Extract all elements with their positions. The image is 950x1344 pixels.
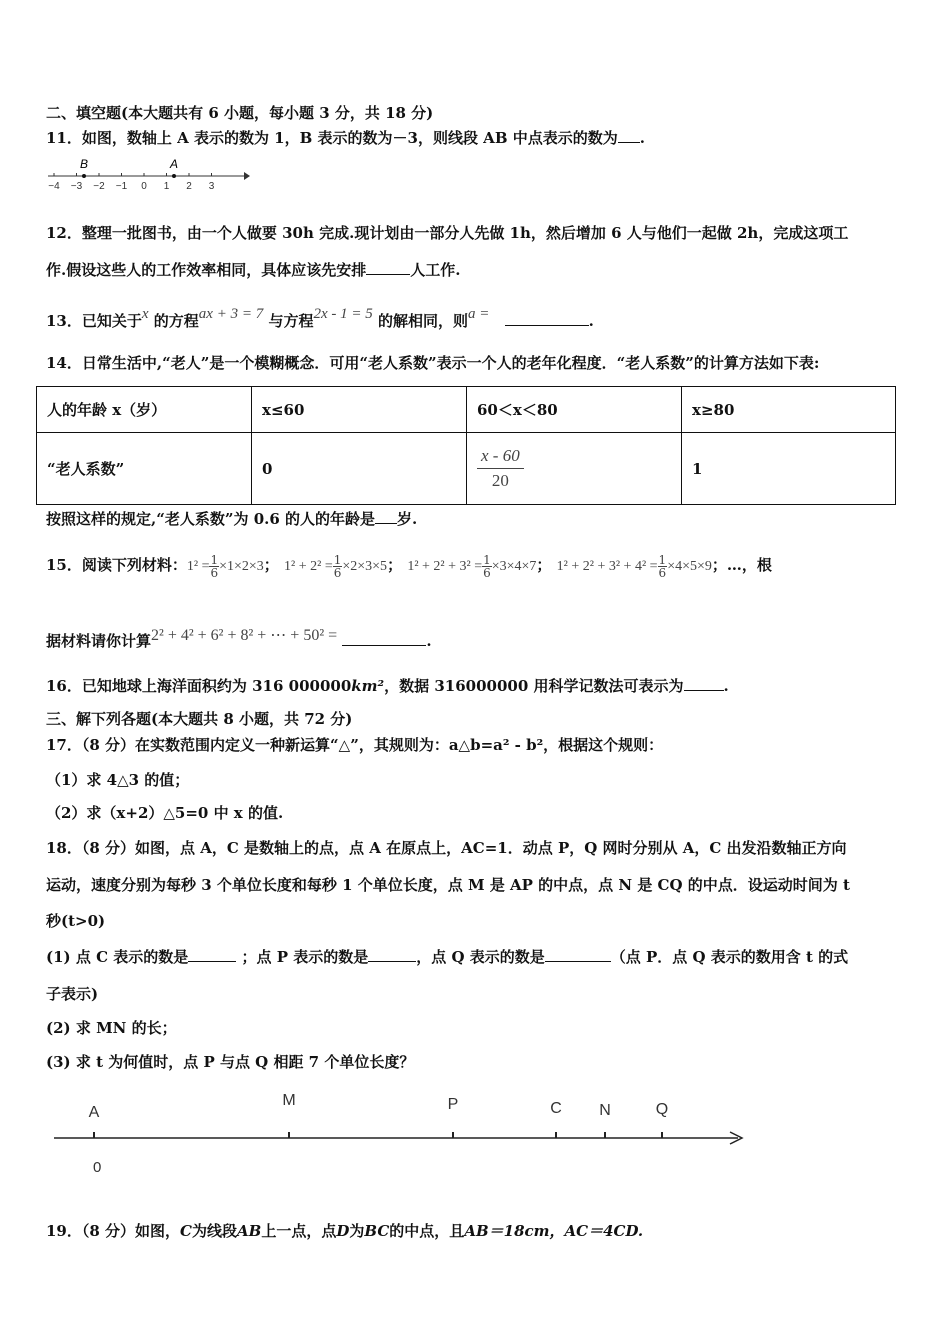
axis-arrow — [244, 172, 250, 180]
table-cell: 60＜x＜80 — [467, 387, 682, 433]
q15-end: . — [426, 632, 432, 650]
q11-blank — [618, 128, 640, 143]
section2-title: 二、填空题(本大题共有 6 小题，每小题 3 分，共 18 分) — [46, 104, 434, 122]
q15-formula-3: 1² + 2² + 3² = — [407, 559, 483, 574]
question-18-line2: 运动，速度分别为每秒 3 个单位长度和每秒 1 个单位长度，点 M 是 AP 的中点，点 N 是 CQ 的中点．设运动时间为 t — [46, 876, 850, 894]
q15-blank — [342, 631, 426, 646]
q15-rhs-1: ×1×2×3 — [219, 559, 264, 574]
fraction-denominator: 20 — [491, 471, 509, 490]
point-b — [82, 174, 86, 178]
q13-var-x: x — [141, 306, 149, 322]
table-cell: “老人系数” — [37, 433, 252, 505]
q19-c: C — [180, 1222, 192, 1240]
q13-eq2: 2x - 1 = 5 — [313, 306, 373, 322]
tick-label: 3 — [208, 181, 215, 192]
q11-text: 11．如图，数轴上 A 表示的数为 1，B 表示的数为－3，则线段 AB 中点表示的数为 — [46, 129, 618, 147]
origin-label: 0 — [93, 1159, 102, 1176]
q13-p3: 与方程 — [268, 312, 314, 330]
point-label-q: Q — [655, 1101, 669, 1118]
section3-title: 三、解下列各题(本大题共 8 小题，共 72 分) — [46, 710, 353, 728]
question-18-sub1: (1) 点 C 表示的数是 ；点 P 表示的数是 ，点 Q 表示的数是 （点 P．点 Q 表示的数用含 t 的式 — [46, 948, 849, 966]
q15-formula-2: 1² + 2² = — [284, 559, 333, 574]
q11-number-line — [44, 156, 254, 196]
q13-p4: 的解相同，则 — [377, 312, 468, 330]
q13-end: . — [588, 312, 594, 330]
question-11 — [46, 128, 645, 148]
q18-blank-p — [368, 947, 416, 962]
q13-p2: 的方程 — [153, 312, 199, 330]
q14-blank — [375, 509, 397, 524]
q13-eq1: ax + 3 = 7 — [198, 306, 264, 322]
q16-p2: ，数据 316000000 用科学记数法可表示为 — [384, 677, 684, 695]
point-label-c: C — [550, 1100, 562, 1117]
table-cell: x≤60 — [252, 387, 467, 433]
label-b: B — [80, 157, 89, 171]
table-row — [37, 433, 896, 505]
q18-blank-q — [545, 947, 611, 962]
point-label-n: N — [599, 1102, 611, 1119]
tick-label: 1 — [163, 181, 170, 192]
q16-unit: km² — [351, 677, 385, 695]
table-cell: 1 — [682, 433, 896, 505]
tick-label: −3 — [70, 181, 83, 192]
coefficient-fraction — [477, 446, 524, 491]
q14-after-b: 岁. — [397, 510, 418, 528]
point-a — [172, 174, 176, 178]
q13-var-a: a = — [467, 306, 490, 322]
frac-one-sixth: $\frac{1}{6}$ — [210, 552, 219, 580]
question-14-after — [46, 509, 417, 529]
frac-one-sixth: $\frac{1}{6}$ — [658, 552, 667, 580]
question-19: 19．（8 分）如图，C为线段AB上一点，点D为BC的中点，且AB＝18cm，AC＝4CD. — [46, 1222, 644, 1240]
q15-rhs-3: ×3×4×7 — [491, 559, 537, 574]
point-label-a: A — [88, 1104, 100, 1121]
fraction-numerator: x - 60 — [477, 446, 524, 469]
question-16 — [46, 676, 729, 696]
tick-label: 2 — [186, 181, 192, 192]
question-15-line2 — [46, 622, 432, 655]
question-12-line2 — [46, 260, 460, 280]
q12-line2b: 人工作. — [410, 261, 461, 279]
frac-one-sixth: $\frac{1}{6}$ — [483, 552, 491, 580]
question-18-sub2: (2) 求 MN 的长； — [46, 1019, 177, 1037]
label-a: A — [170, 157, 179, 171]
q19-condition: AB＝18cm，AC＝4CD. — [464, 1222, 644, 1240]
q12-line2a: 作.假设这些人的工作效率相同，具体应该先安排 — [46, 261, 367, 279]
frac-one-sixth: $\frac{1}{6}$ — [333, 552, 342, 580]
question-12-line1: 12．整理一批图书，由一个人做要 30h 完成.现计划由一部分人先做 1h，然后增加 6 人与他们一起做 2h，完成这项工 — [46, 224, 849, 242]
question-18-line3: 秒(t>0) — [46, 912, 106, 930]
tick-label: −1 — [115, 181, 128, 192]
question-14: 14．日常生活中,“老人”是一个模糊概念．可用“老人系数”表示一个人的老年化程度．“老人系数”的计算方法如下表: — [46, 354, 820, 372]
q15-formula-4: 1² + 2² + 3² + 4² = — [556, 559, 658, 574]
q15-rhs-4: ×4×5×9 — [667, 559, 712, 574]
q14-after-a: 按照这样的规定,“老人系数”为 0.6 的人的年龄是 — [46, 510, 376, 528]
q15-rhs-2: ×2×3×5 — [342, 559, 388, 574]
coefficient-table — [36, 386, 896, 505]
point-label-m: M — [282, 1092, 296, 1109]
table-cell — [467, 433, 682, 505]
q15-tail: ；…，根 — [711, 556, 772, 574]
question-18-sub3: (3) 求 t 为何值时，点 P 与点 Q 相距 7 个单位长度？ — [46, 1053, 415, 1071]
q13-blank — [505, 311, 589, 326]
q15-expr: 2² + 4² + 6² + 8² + ⋯ + 50² = — [151, 627, 338, 644]
question-17-sub2: （2）求（x+2）△5=0 中 x 的值. — [46, 804, 284, 822]
question-17-sub1: （1）求 4△3 的值； — [46, 771, 190, 789]
table-header-row — [37, 387, 896, 433]
tick-label: −4 — [48, 181, 60, 192]
q18-blank-c — [188, 947, 236, 962]
table-cell: 人的年龄 x（岁） — [37, 387, 252, 433]
table-cell: x≥80 — [682, 387, 896, 433]
q16-end: . — [723, 677, 729, 695]
question-15-line1: 15．阅读下列材料：1² = $\frac{1}{6}$ ×1×2×3； 1² + 2² = $\frac{1}{6}$ ×2×3×5； 1² + 2² + 3² = $\frac{1}{6}$ ×3×4×7； 1² + 2² + 3² + 4² = $\frac{1}{6}$ ×4×5×9；…，根 — [46, 552, 772, 580]
q11-end: . — [639, 129, 645, 147]
tick-label: 0 — [141, 181, 147, 192]
table-cell: 0 — [252, 433, 467, 505]
q16-blank — [684, 676, 724, 691]
q12-blank — [366, 260, 410, 275]
q15-p1: 15．阅读下列材料： — [46, 556, 187, 574]
question-18-line1: 18．（8 分）如图，点 A，C 是数轴上的点，点 A 在原点上，AC=1．动点 P，Q 网时分别从 A，C 出发沿数轴正方向 — [46, 839, 847, 857]
q18-number-line — [50, 1085, 750, 1185]
q15-line2: 据材料请你计算 — [46, 632, 152, 650]
point-label-p: P — [447, 1096, 459, 1113]
question-17: 17．（8 分）在实数范围内定义一种新运算“△”，其规则为：a△b=a² - b²，根据这个规则： — [46, 736, 664, 754]
q16-p1: 16．已知地球上海洋面积约为 316 000000 — [46, 677, 352, 695]
question-18-sub1-cont: 子表示) — [46, 985, 99, 1003]
question-13 — [46, 300, 594, 335]
tick-label: −2 — [93, 181, 105, 192]
q15-formula-1: 1² = — [186, 559, 210, 574]
q13-p1: 13．已知关于 — [46, 312, 142, 330]
